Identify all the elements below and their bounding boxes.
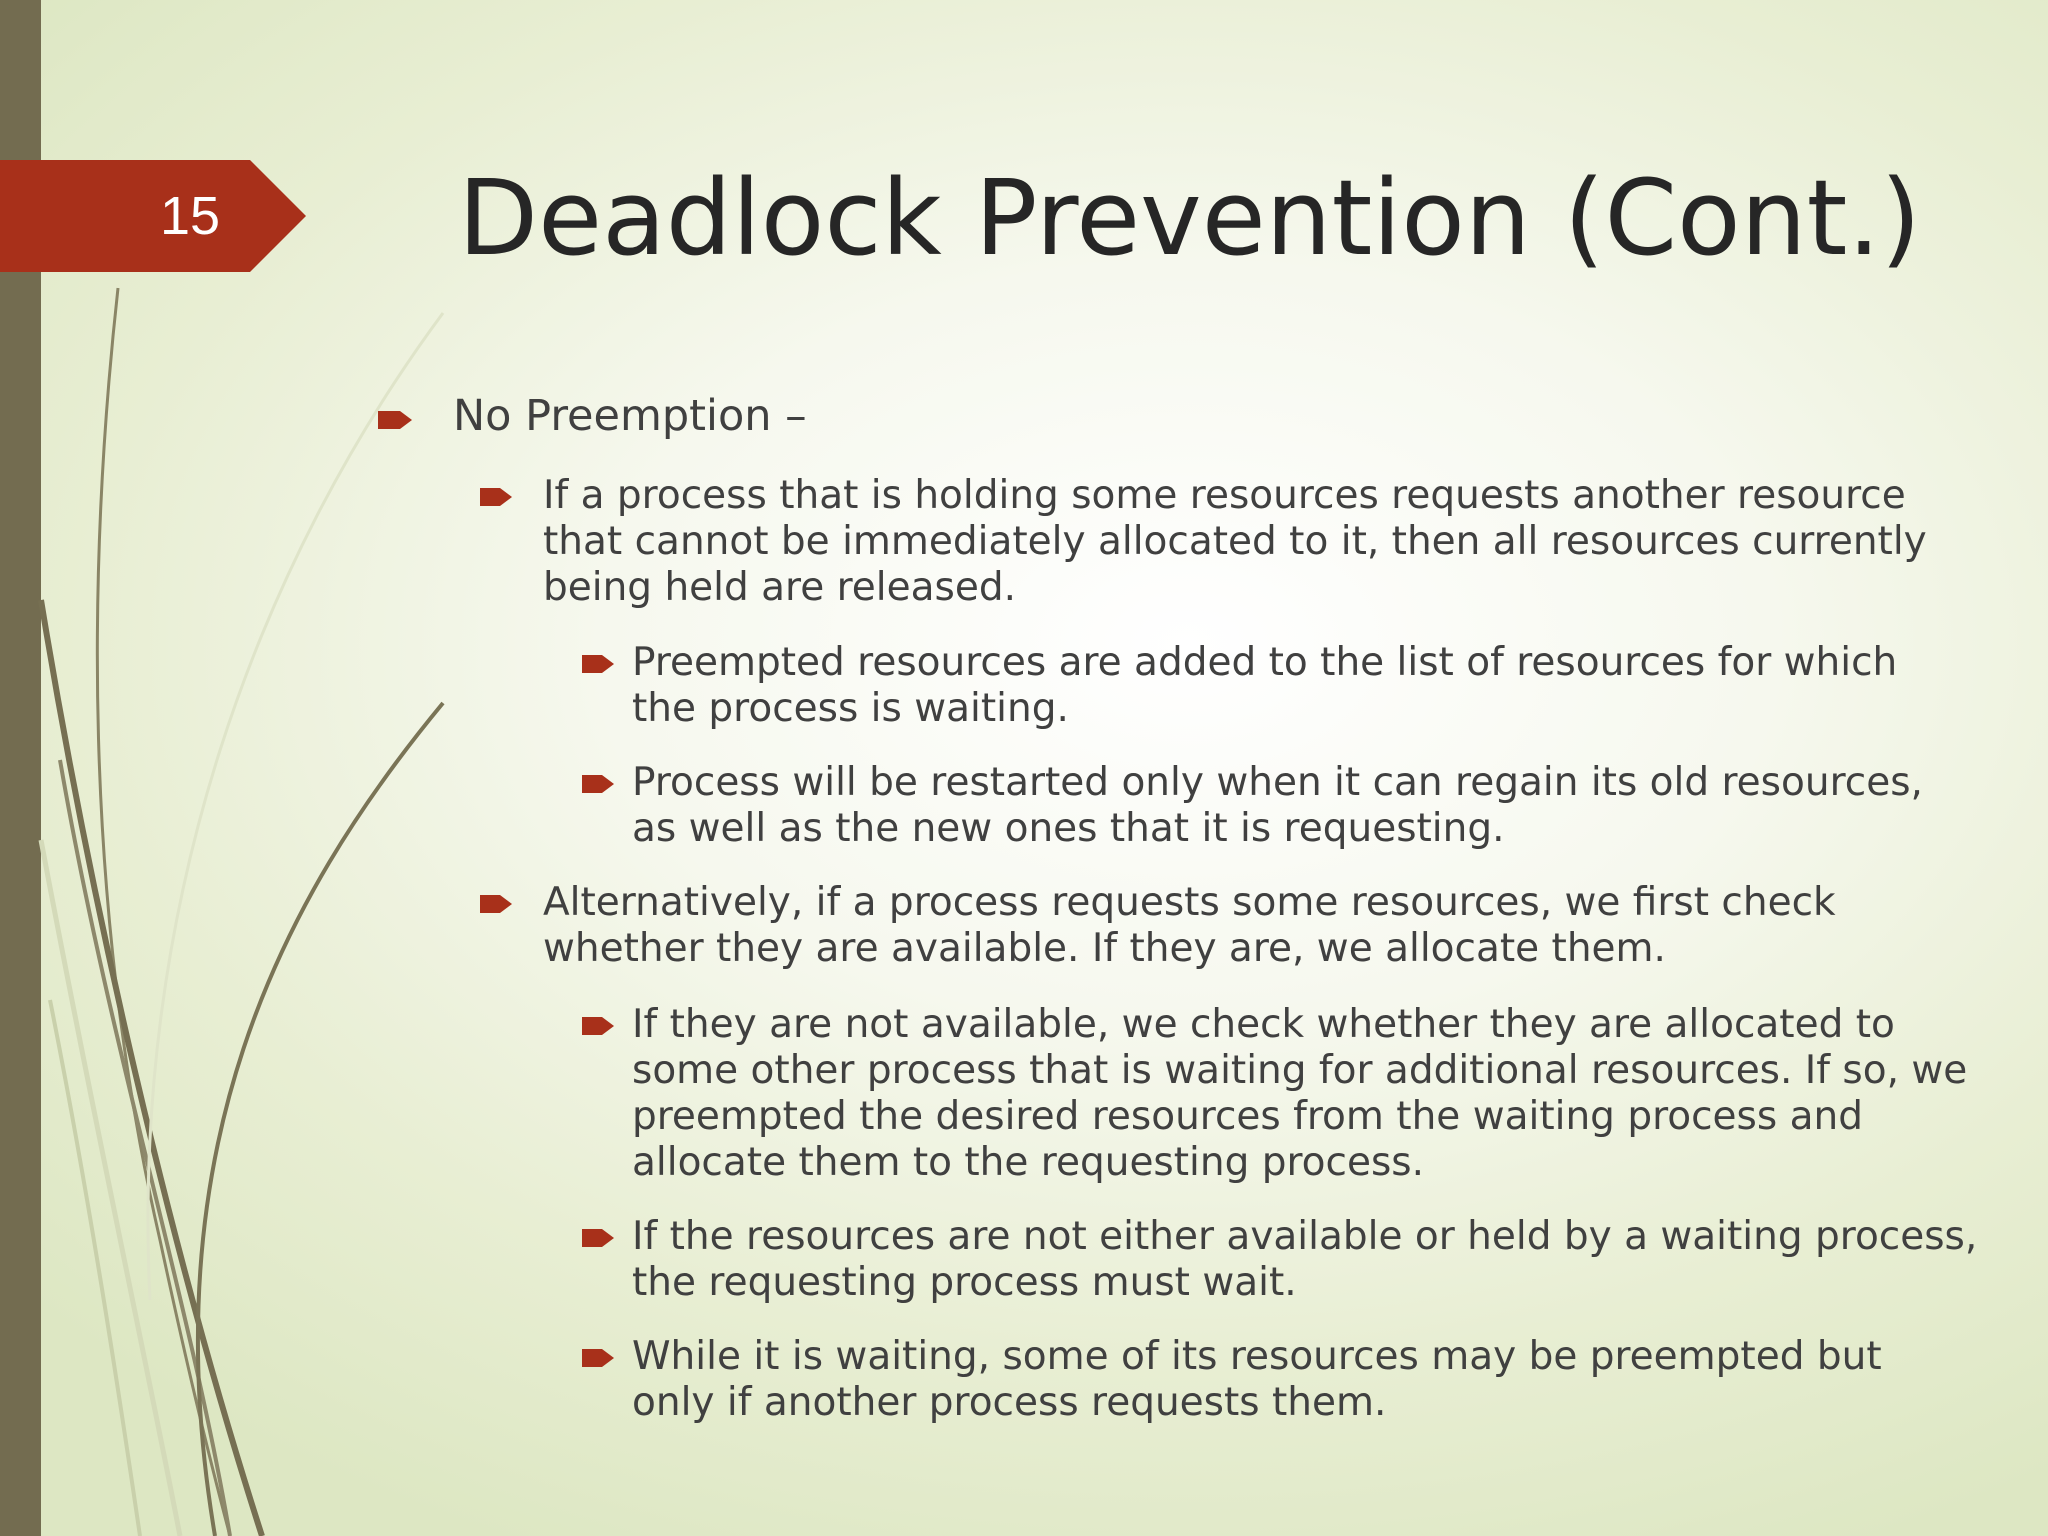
bullet-text: If they are not available, we check whether they are allocated to some other process that is waiting for additional resources. If so, we preempted the desired resources from the waiting process and allocate them to the requesting process.	[632, 1002, 1968, 1185]
slide-number: 15	[160, 186, 221, 246]
arrow-bullet-icon	[480, 485, 514, 509]
arrow-bullet-icon	[480, 892, 514, 916]
bullet-text: If the resources are not either available or held by a waiting process, the requesting process must wait.	[632, 1214, 1978, 1305]
arrow-bullet-icon	[582, 1226, 616, 1250]
bullet-text: While it is waiting, some of its resources may be preempted but only if another process requests them.	[632, 1334, 1882, 1425]
bullet-text: If a process that is holding some resources requests another resource that cannot be immediately allocated to it, then all resources currently being held are released.	[543, 473, 1927, 610]
bullet-text: No Preemption –	[453, 391, 807, 441]
bullet-text: Process will be restarted only when it can regain its old resources, as well as the new ones that it is requesting.	[632, 760, 1923, 851]
bullet-text: Preempted resources are added to the list of resources for which the process is waiting.	[632, 640, 1898, 731]
slide-title: Deadlock Prevention (Cont.)	[458, 157, 1922, 279]
arrow-bullet-icon	[582, 652, 616, 676]
arrow-bullet-icon	[582, 1346, 616, 1370]
arrow-bullet-icon	[582, 772, 616, 796]
arrow-bullet-icon	[582, 1014, 616, 1038]
arrow-bullet-icon	[378, 407, 414, 433]
bullet-text: Alternatively, if a process requests some resources, we first check whether they are available. If they are, we allocate them.	[543, 880, 1836, 971]
